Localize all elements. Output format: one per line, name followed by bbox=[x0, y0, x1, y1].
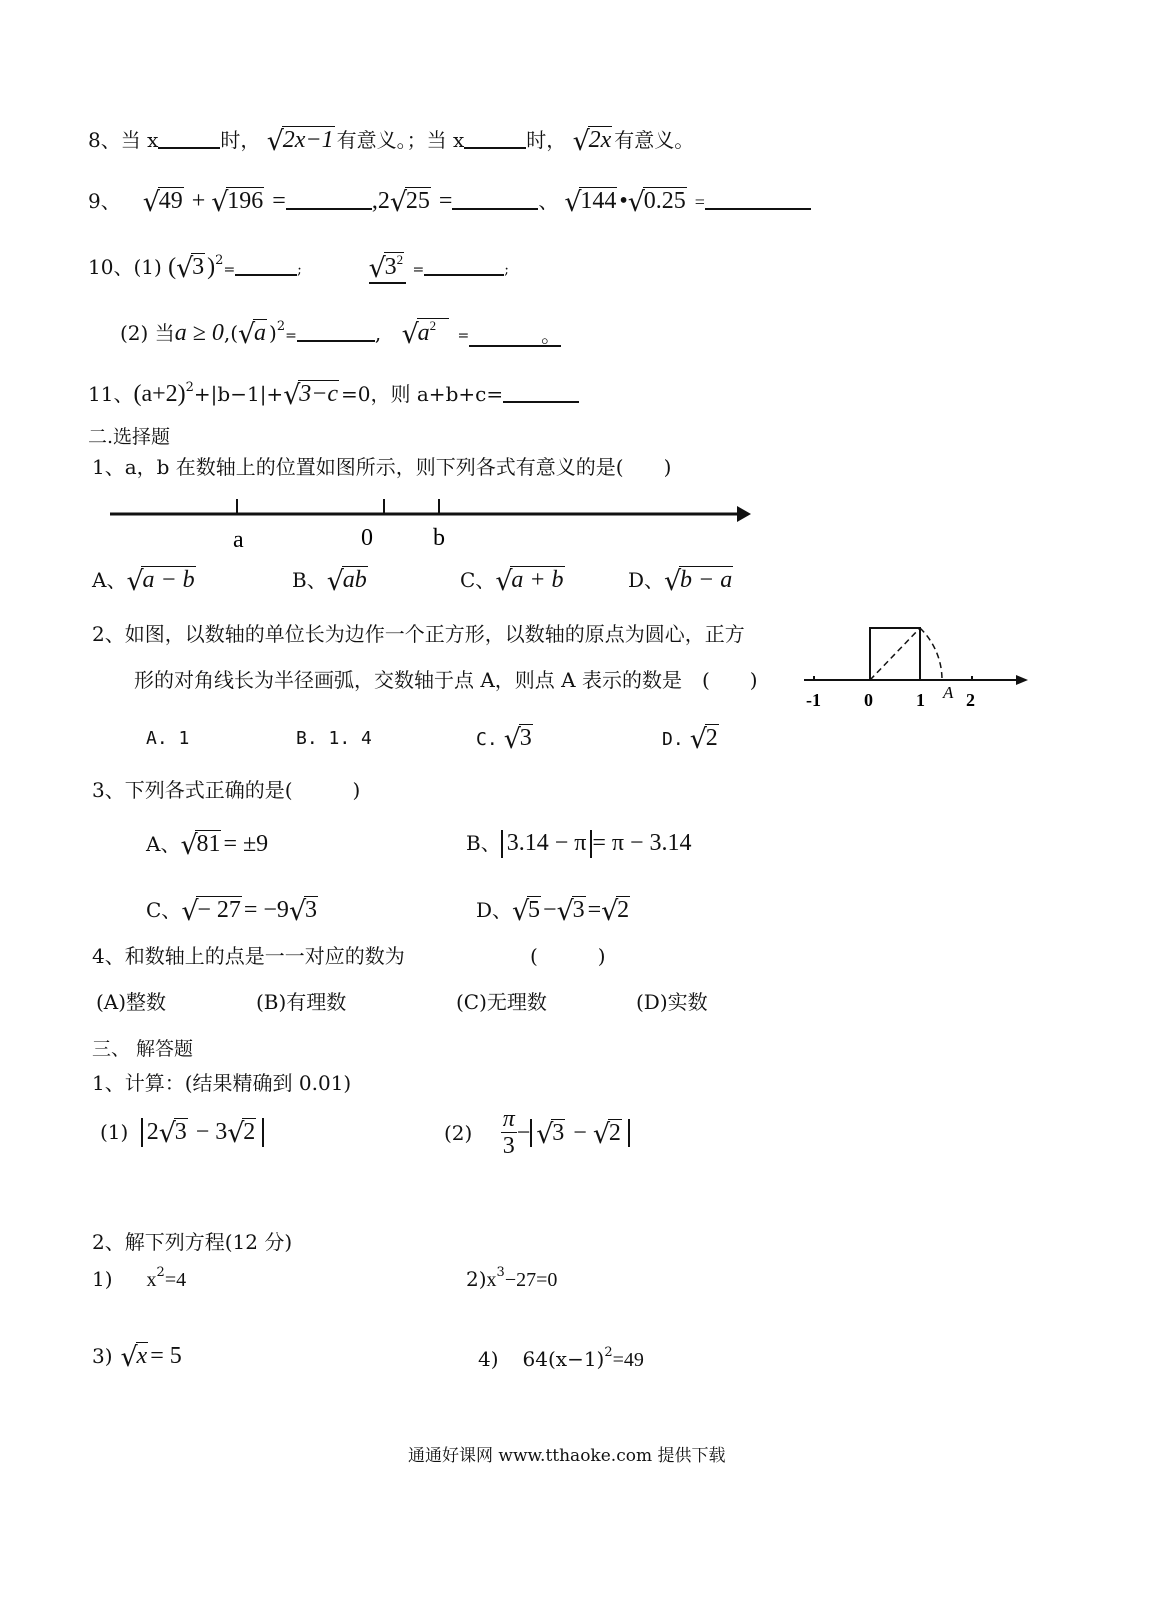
semicolon: ; bbox=[297, 262, 302, 278]
footer-text: 通通好课网 www.tthaoke.com 提供下载 bbox=[408, 1446, 726, 1466]
choice-4-paren: ( ) bbox=[530, 944, 606, 968]
fraction-pi-over-3: $\frac{\pi}{3}$ bbox=[502, 1106, 515, 1160]
option-a[interactable]: (A)整数 bbox=[96, 990, 167, 1014]
condition: a ≥ 0 bbox=[174, 320, 224, 346]
q-number: 11、 bbox=[88, 382, 134, 406]
answer-blank[interactable] bbox=[424, 254, 504, 276]
question-10-part-1 bbox=[88, 252, 509, 284]
sqrt-expr: √ 2x bbox=[572, 126, 612, 158]
expr: +|b−1|+ bbox=[193, 382, 284, 406]
exponent: 2 bbox=[215, 253, 224, 268]
sqrt-25: √ 25 bbox=[389, 187, 430, 219]
answer-blank[interactable] bbox=[705, 188, 811, 210]
axis-label-A: A bbox=[943, 683, 954, 702]
answer-blank[interactable] bbox=[469, 325, 561, 347]
choice-2-stem-line2: 形的对角线长为半径画弧，交数轴于点 A，则点 A 表示的数是 ( ) bbox=[134, 668, 758, 692]
solve-1-stem: 1、计算：(结果精确到 0.01) bbox=[92, 1071, 352, 1095]
answer-blank[interactable] bbox=[286, 188, 372, 210]
q-number: 10、 bbox=[88, 255, 134, 279]
punct: ,( bbox=[223, 321, 239, 345]
exponent: 2 bbox=[185, 380, 194, 395]
q-text: 当 x bbox=[120, 128, 159, 152]
section-2-title: 二.选择题 bbox=[88, 426, 171, 448]
axis-label-2: 2 bbox=[966, 690, 975, 710]
equals: = bbox=[438, 188, 453, 214]
option-c[interactable]: C. √ 3 bbox=[476, 724, 532, 756]
punct: , bbox=[374, 321, 382, 345]
option-a[interactable]: A. 1 bbox=[146, 728, 190, 749]
q-text: 有意义。；当 x bbox=[336, 128, 465, 152]
equals: = bbox=[285, 328, 297, 344]
equation-2: $2)x^3-27=0$ bbox=[466, 1265, 558, 1291]
section-3-title: 三、 解答题 bbox=[92, 1038, 194, 1060]
equals: = bbox=[412, 262, 425, 278]
paren: ) bbox=[207, 254, 216, 280]
question-11 bbox=[88, 380, 579, 412]
choice-3-stem: 3、下列各式正确的是( ) bbox=[92, 778, 361, 802]
answer-blank[interactable] bbox=[452, 188, 538, 210]
question-9 bbox=[88, 187, 811, 219]
option-d[interactable]: D. √ 2 bbox=[662, 724, 718, 756]
axis-label-a: a bbox=[233, 527, 244, 553]
option-b[interactable]: (B)有理数 bbox=[256, 990, 347, 1014]
solve-1-part-2 bbox=[444, 1106, 630, 1160]
answer-blank[interactable] bbox=[297, 320, 375, 342]
number-line-ab bbox=[105, 495, 755, 555]
question-8 bbox=[88, 126, 695, 158]
choice-1-stem: 1、a，b 在数轴上的位置如图所示，则下列各式有意义的是( ) bbox=[92, 455, 672, 479]
axis-label-1: 1 bbox=[916, 690, 925, 710]
sqrt-a: √ a bbox=[238, 319, 267, 351]
sqrt-3: √ 3 bbox=[176, 253, 205, 285]
equation-1: 1) $x^2=4$ bbox=[92, 1265, 187, 1291]
q-text: 有意义。 bbox=[614, 128, 695, 152]
equation-3: 3) √ x = 5 bbox=[92, 1342, 182, 1374]
q-text: 时， bbox=[526, 128, 567, 152]
coefficient: 2 bbox=[377, 188, 390, 214]
sqrt-196: √ 196 bbox=[211, 187, 264, 219]
sqrt-025: √ 0.25 bbox=[627, 187, 686, 219]
answer-blank[interactable] bbox=[235, 254, 297, 276]
axis-label-b: b bbox=[433, 525, 445, 551]
punct: ) bbox=[269, 321, 277, 345]
plus-sign: + bbox=[191, 188, 206, 214]
part-label: (1) bbox=[133, 255, 162, 279]
semicolon: ; bbox=[504, 262, 509, 278]
option-b[interactable]: B、 √ ab bbox=[292, 566, 367, 598]
sqrt-a-squared: √ $a^2$ bbox=[402, 318, 452, 346]
answer-blank[interactable] bbox=[158, 127, 220, 149]
multiply-dot: • bbox=[619, 188, 628, 214]
expr: =0，则 a+b+c= bbox=[341, 382, 504, 406]
answer-blank[interactable] bbox=[464, 127, 526, 149]
option-c[interactable]: (C)无理数 bbox=[456, 990, 547, 1014]
axis-label-0: 0 bbox=[864, 690, 873, 710]
q-number: 8、 bbox=[88, 128, 121, 152]
option-d[interactable]: D、 √ b − a bbox=[628, 566, 733, 598]
equals: = bbox=[272, 188, 286, 214]
option-c[interactable]: C、 √ a + b bbox=[460, 566, 564, 598]
part-label: (1) bbox=[100, 1120, 129, 1144]
part-label: (2) 当 bbox=[120, 321, 175, 345]
option-b[interactable]: B. 1. 4 bbox=[296, 728, 372, 749]
option-a[interactable]: A、 √ a − b bbox=[92, 566, 195, 598]
question-10-part-2 bbox=[120, 318, 562, 351]
solve-2-stem: 2、解下列方程(12 分) bbox=[92, 1230, 293, 1254]
choice-3-option-d[interactable]: D、 √ 5 − √ 3 = √ 2 bbox=[476, 896, 630, 928]
equation-4: 4) $64(x-1)^2=49$ bbox=[478, 1345, 644, 1371]
square-diagonal-diagram bbox=[800, 618, 1032, 714]
exponent: 2 bbox=[276, 319, 286, 334]
equals: = bbox=[694, 192, 705, 212]
sqrt-3-squared: √ $3^2$ bbox=[368, 252, 404, 285]
minus: − bbox=[516, 1119, 531, 1146]
axis-label-neg1: -1 bbox=[806, 690, 821, 710]
period: 。 bbox=[541, 323, 562, 347]
choice-3-option-c[interactable]: C、 √ − 27 = −9 √ 3 bbox=[146, 896, 317, 928]
choice-3-option-b[interactable]: B、 3.14 − π = π − 3.14 bbox=[466, 830, 692, 856]
abs-expr: √ 3 − √ 2 bbox=[530, 1119, 630, 1148]
paren: ( bbox=[168, 254, 177, 280]
choice-3-option-a[interactable]: A、 √ 81 = ±9 bbox=[146, 830, 269, 862]
sqrt-144: √ 144 bbox=[564, 187, 617, 219]
option-d[interactable]: (D)实数 bbox=[636, 990, 708, 1014]
equals: = bbox=[223, 262, 236, 278]
sqrt-49: √ 49 bbox=[142, 187, 183, 219]
answer-blank[interactable] bbox=[503, 381, 579, 403]
part-label: (2) bbox=[444, 1120, 473, 1145]
axis-label-0: 0 bbox=[361, 525, 373, 551]
sqrt-expr: √ 2x−1 bbox=[266, 126, 334, 158]
solve-1-part-1 bbox=[100, 1118, 264, 1150]
choice-4-stem: 4、和数轴上的点是一一对应的数为 bbox=[92, 944, 405, 968]
abs-expr: 2 √ 3 − 3 √ 2 bbox=[141, 1118, 265, 1147]
q-number: 9、 bbox=[88, 189, 121, 213]
q-text: 时， bbox=[220, 128, 261, 152]
equals: = bbox=[457, 328, 470, 344]
separator: , bbox=[371, 188, 378, 214]
sqrt-3-c: √ 3−c bbox=[283, 380, 339, 412]
separator: 、 bbox=[538, 191, 559, 213]
expr: (a+2) bbox=[133, 381, 186, 407]
choice-2-stem-line1: 2、如图，以数轴的单位长为边作一个正方形，以数轴的原点为圆心，正方 bbox=[92, 622, 745, 646]
